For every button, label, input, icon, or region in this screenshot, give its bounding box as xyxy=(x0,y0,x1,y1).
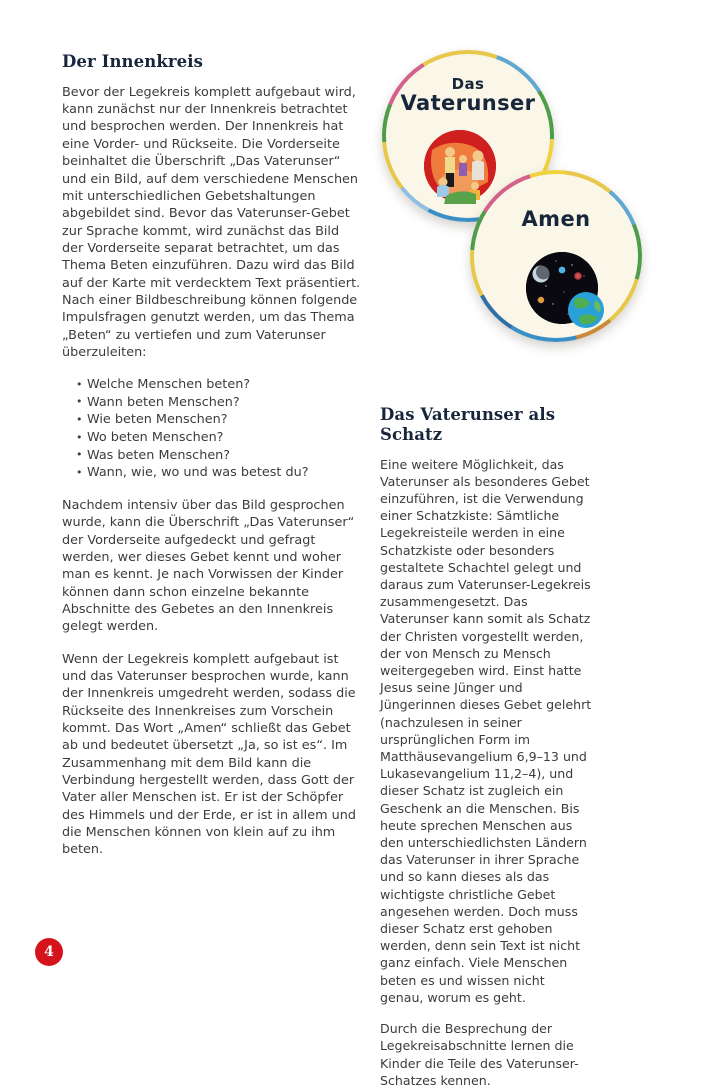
list-item: • Welche Menschen beten? xyxy=(76,376,362,394)
paragraph-innenkreis-intro: Bevor der Legekreis komplett aufgebaut wird, kann zunächst nur der Innenkreis betrachtet und besprochen werden. Der Innenkreis hat eine Vorder- und Rückseite. Die Vorderseite beinhaltet die Überschrift „Das Vaterunser“ und ein Bild, auf dem verschiedene Menschen mit unterschiedlichen Gebetshaltungen abgebildet sind. Bevor das Vaterunser-Gebet zur Sprache kommt, wird zunächst das Bild der Vorderseite separat betrachtet, um das Thema Beten einzuführen. Dazu wird das Bild auf der Karte mit verdecktem Text präsentiert. Nach einer Bildbeschreibung können folgende Impulsfragen genutzt werden, um das Thema „Beten“ zu vertiefen und zum Vaterunser überzuleiten: xyxy=(62,84,361,360)
circle-title-line-1: Das xyxy=(451,75,485,93)
paragraph-besprechung: Durch die Besprechung der Legekreisabschnitte lernen die Kinder die Teile des Vaterunser-Schatzes kennen. xyxy=(380,1021,579,1088)
list-item: • Wann, wie, wo und was betest du? xyxy=(76,464,362,482)
impulsfragen-list xyxy=(62,376,362,482)
paragraph-amen-rueckseite: Wenn der Legekreis komplett aufgebaut ist und das Vaterunser besprochen wurde, kann der Innenkreis umgedreht werden, sodass die Rückseite des Innenkreises zum Vorschein kommt. Das Wort „Amen“ schließt das Gebet ab und bedeutet übersetzt „Ja, so ist es“. Im Zusammenhang mit dem Bild kann die Verbindung hergestellt werden, dass Gott der Vater aller Menschen ist. Er ist der Schöpfer des Himmels und der Erde, er ist in allem und die Menschen können von klein auf zu ihm beten. xyxy=(62,651,356,858)
list-item: • Wann beten Menschen? xyxy=(76,394,362,412)
list-item: • Wie beten Menschen? xyxy=(76,411,362,429)
circle-title-line-2: Vaterunser xyxy=(400,91,536,115)
earth-and-space-icon xyxy=(526,252,598,324)
section-title-vaterunser-als-schatz: Das Vaterunser als Schatz xyxy=(380,405,556,444)
people-praying-icon xyxy=(424,130,496,202)
paragraph-ueberschrift-aufdecken: Nachdem intensiv über das Bild gesprochen wurde, kann die Überschrift „Das Vaterunser“ der Vorderseite aufgedeckt und gefragt werden, wer dieses Gebet kennt und woher man es kennt. Je nach Vorwissen der Kinder können dann schon einzelne bekannte Abschnitte des Gebetes an den Innenkreis gelegt werden. xyxy=(62,497,355,635)
list-item: • Wo beten Menschen? xyxy=(76,429,362,447)
right-text-column xyxy=(380,405,592,1089)
paragraph-schatzkiste: Eine weitere Möglichkeit, das Vaterunser als besonderes Gebet einzuführen, ist die Verwendung einer Schatzkiste: Sämtliche Legekreisteile werden in eine Schatzkiste oder besonders gestaltete Schachtel gelegt und daraus zum Vaterunser-Legekreis zusammengesetzt. Das Vaterunser kann somit als Schatz der Christen vorgestellt werden, der von Mensch zu Mensch weitergegeben wird. Einst hatte Jesus seine Jünger und Jüngerinnen dieses Gebet gelehrt (nachzulesen in seiner ursprünglichen Form im Matthäusevangelium 6,9–13 und Lukasevangelium 11,2–4), und dieser Schatz ist zugleich ein Geschenk an die Menschen. Bis heute sprechen Menschen aus den unterschiedlichsten Ländern das Vaterunser in ihrer Sprache und so kann dieses als das wichtigste christliche Gebet angesehen werden. Doch muss dieser Schatz erst gehoben werden, denn sein Text ist nicht ganz einfach. Viele Menschen beten es und wissen nicht genau, worum es geht. xyxy=(380,456,592,1005)
page-title-der-innenkreis: Der Innenkreis xyxy=(62,52,204,71)
legekreis-illustration-group xyxy=(372,40,692,385)
list-item: • Was beten Menschen? xyxy=(76,447,362,465)
left-text-column xyxy=(62,52,362,859)
circle-title-amen: Amen xyxy=(521,207,591,231)
page-number-badge: 4 xyxy=(35,938,63,966)
